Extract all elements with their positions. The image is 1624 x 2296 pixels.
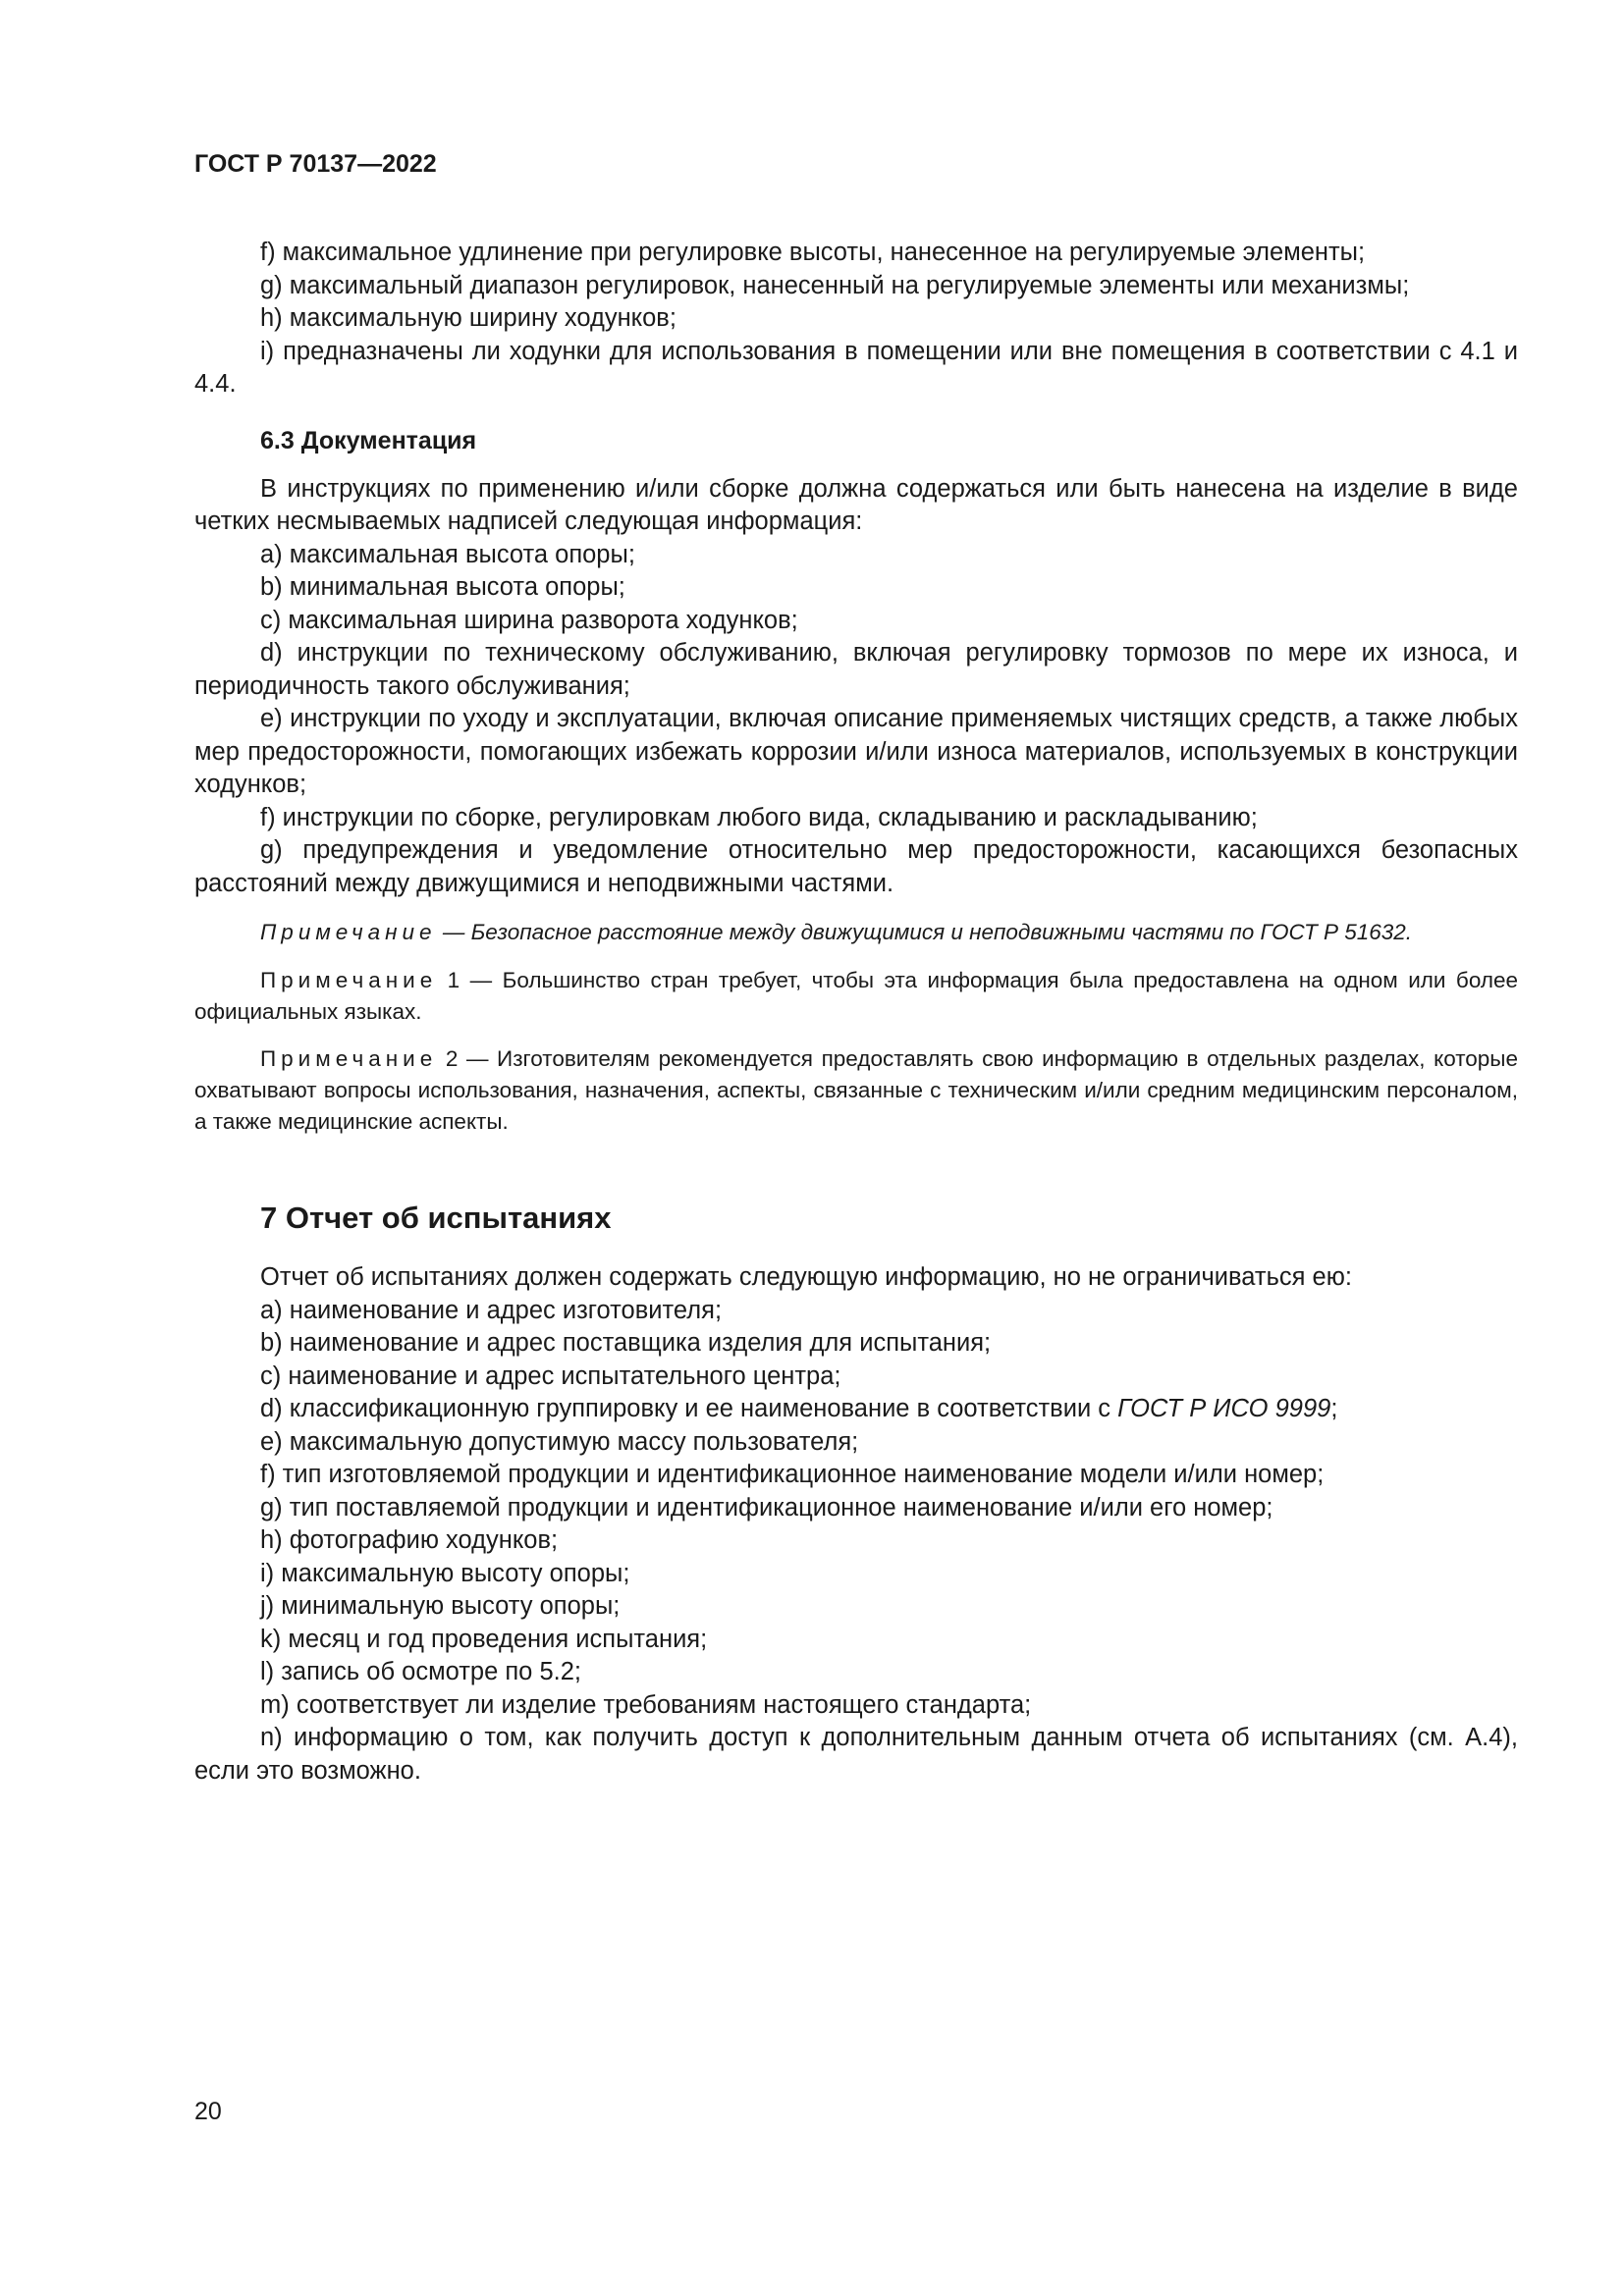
note-text: 2 — Изготовителям рекомендуется предоставлять свою информацию в отдельных разделах, которые охватывают вопросы использования, назначения, аспекты, связанные с техническим и/или средним медицинским персоналом, а также медицинские аспекты.: [194, 1046, 1518, 1134]
list-item: а) наименование и адрес изготовителя;: [260, 1296, 723, 1324]
paragraph: Отчет об испытаниях должен содержать следующую информацию, но не ограничиваться ею:: [260, 1263, 1352, 1291]
list-item: f) инструкции по сборке, регулировкам любого вида, складыванию и раскладыванию;: [260, 803, 1258, 831]
list-item: d) инструкции по техническому обслуживанию, включая регулировку тормозов по мере их износа, и периодичность такого обслуживания;: [194, 639, 1518, 700]
page-number: 20: [194, 2098, 222, 2125]
list-item: f) тип изготовляемой продукции и идентификационное наименование модели и/или номер;: [260, 1461, 1325, 1488]
section-title: 7 Отчет об испытаниях: [260, 1201, 612, 1235]
list-item: h) максимальную ширину ходунков;: [260, 304, 677, 332]
note-label: Примечание: [260, 1046, 438, 1071]
item-text: d) классификационную группировку и ее наименование в соответствии с: [260, 1395, 1118, 1422]
list-item: g) максимальный диапазон регулировок, нанесенный на регулируемые элементы или механизмы;: [260, 271, 1410, 299]
note-label: Примечание: [260, 968, 438, 992]
list-item: m) соответствует ли изделие требованиям настоящего стандарта;: [260, 1690, 1032, 1719]
item-text: ;: [1330, 1395, 1338, 1422]
list-item: [194, 1393, 1518, 1426]
list-item: g) предупреждения и уведомление относительно мер предосторожности, касающихся безопасных расстояний между движущимися и неподвижными частями.: [194, 836, 1518, 897]
standard-reference: ГОСТ Р ИСО 9999: [1117, 1395, 1331, 1422]
list-item: j) минимальную высоту опоры;: [260, 1592, 621, 1620]
note-italic: [194, 917, 1518, 948]
note-label: Примечание: [260, 920, 437, 944]
note-text: — Безопасное расстояние между движущимися и неподвижными частями по ГОСТ Р 51632.: [436, 920, 1413, 944]
list-item: n) информацию о том, как получить доступ к дополнительным данным отчета об испытаниях (см. А.4), если это возможно.: [194, 1724, 1518, 1785]
list-item: i) предназначены ли ходунки для использования в помещении или вне помещения в соответствии с 4.1 и 4.4.: [194, 337, 1518, 398]
list-item: i) максимальную высоту опоры;: [260, 1559, 630, 1587]
note-text: 1 — Большинство стран требует, чтобы эта информация была предоставлена на одном или более официальных языках.: [194, 968, 1518, 1024]
note-2: [194, 1043, 1518, 1138]
note-1: [194, 965, 1518, 1028]
list-item: f) максимальное удлинение при регулировке высоты, нанесенное на регулируемые элементы;: [260, 239, 1366, 266]
paragraph: В инструкциях по применению и/или сборке должна содержаться или быть нанесена на изделие в виде четких несмываемых надписей следующая информация:: [194, 474, 1518, 535]
list-item: b) наименование и адрес поставщика изделия для испытания;: [260, 1329, 992, 1357]
list-item: k) месяц и год проведения испытания;: [260, 1625, 708, 1653]
list-item: а) максимальная высота опоры;: [260, 540, 635, 568]
list-item: l) запись об осмотре по 5.2;: [260, 1658, 581, 1685]
document-page: [194, 147, 1518, 1788]
subsection-title: 6.3 Документация: [260, 426, 477, 454]
list-item: h) фотографию ходунков;: [260, 1526, 559, 1554]
list-item: е) максимальную допустимую массу пользователя;: [260, 1427, 859, 1456]
list-item: с) наименование и адрес испытательного центра;: [260, 1362, 841, 1390]
document-header: ГОСТ Р 70137—2022: [194, 150, 437, 178]
list-item: с) максимальная ширина разворота ходунков;: [260, 606, 798, 634]
list-item: g) тип поставляемой продукции и идентификационное наименование и/или его номер;: [260, 1493, 1273, 1522]
list-item: е) инструкции по уходу и эксплуатации, включая описание применяемых чистящих средств, а также любых мер предосторожности, помогающих избежать коррозии и/или износа материалов, используемых в конструкции ходунков;: [194, 705, 1518, 798]
list-item: b) минимальная высота опоры;: [260, 573, 625, 601]
